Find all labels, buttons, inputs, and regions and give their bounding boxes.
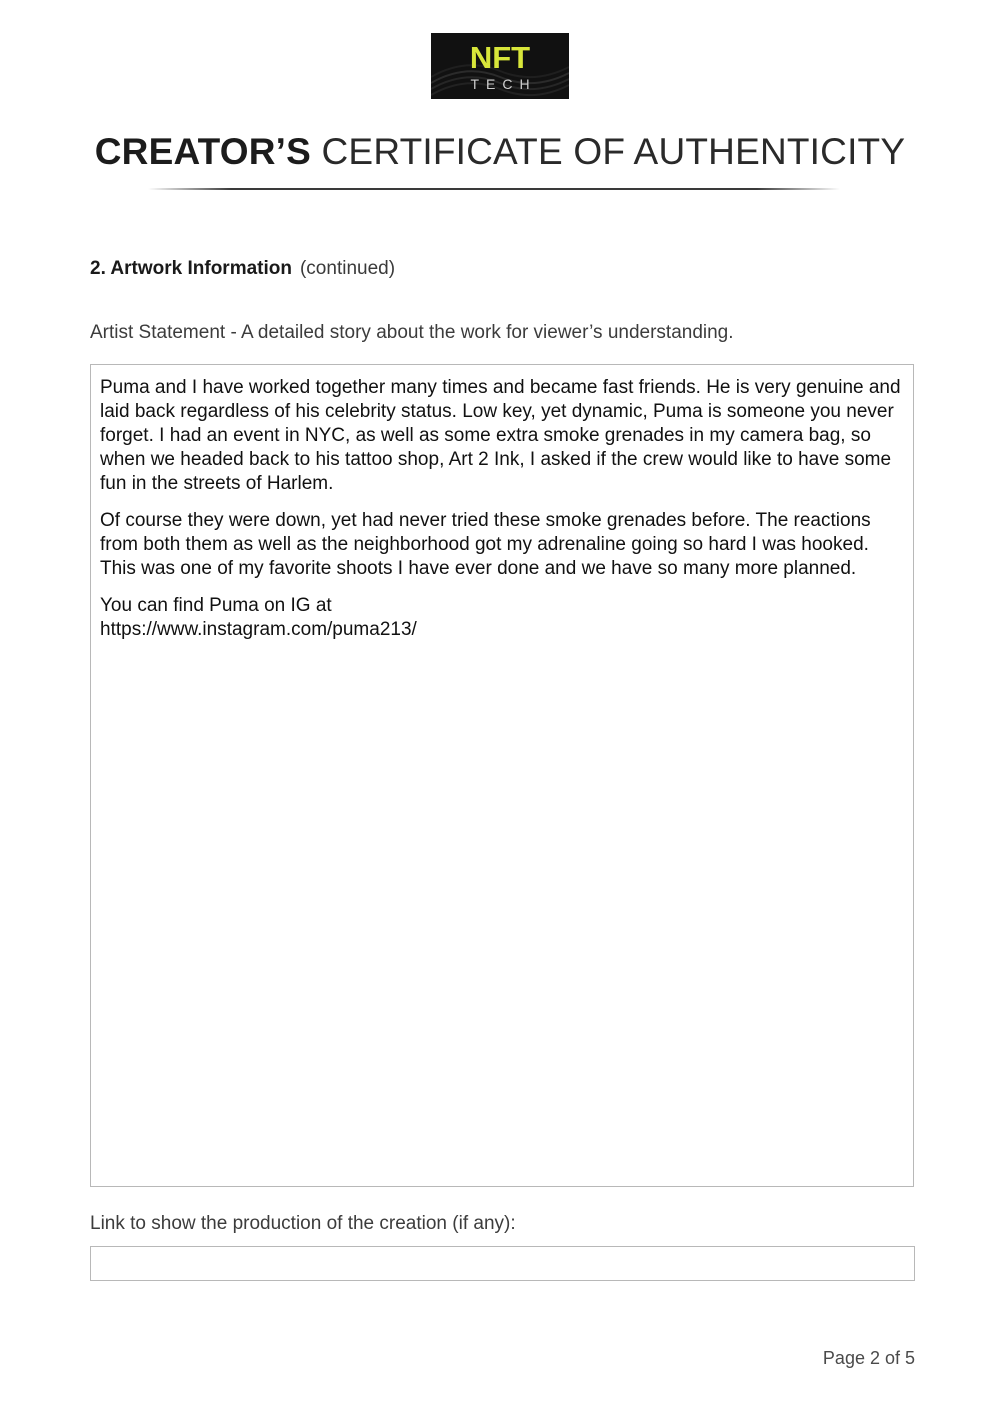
- production-link-field[interactable]: [90, 1246, 915, 1281]
- page-number: Page 2 of 5: [822, 1348, 915, 1368]
- logo-main-text: NFT: [469, 40, 531, 75]
- title-light: CERTIFICATE OF AUTHENTICITY: [321, 131, 906, 172]
- nft-tech-logo: [431, 33, 569, 99]
- statement-paragraph-1: Puma and I have worked together many times and became fast friends. He is very genuine and laid back regardless of his celebrity status. Low key, yet dynamic, Puma is someone you never forget. I had an event in NYC, as well as some extra smoke grenades in my camera bag, so when we headed back to his tattoo shop, Art 2 Ink, I asked if the crew would like to have some fun in the streets of Harlem.: [100, 377, 901, 494]
- statement-paragraph-2: Of course they were down, yet had never tried these smoke grenades before. The reactions from both them as well as the neighborhood got my adrenaline going so hard I was hooked. This was one of my favorite shoots I have ever done and we have so many more planned.: [100, 510, 871, 579]
- section-heading-suffix: (continued): [299, 258, 396, 279]
- production-link-label: Link to show the production of the creation (if any):: [90, 1213, 516, 1234]
- section-heading: [90, 256, 395, 282]
- statement-instagram-link: https://www.instagram.com/puma213/: [100, 619, 417, 640]
- artist-statement-label: Artist Statement - A detailed story about the work for viewer’s understanding.: [90, 322, 734, 343]
- statement-paragraph-3: You can find Puma on IG at: [100, 595, 332, 616]
- artist-statement-field[interactable]: [90, 364, 914, 1187]
- logo-sub-text: TECH: [470, 76, 537, 92]
- certificate-title: [0, 128, 1000, 176]
- section-heading-title: 2. Artwork Information: [90, 258, 292, 279]
- title-divider: [148, 188, 840, 190]
- title-bold: CREATOR’S: [94, 131, 312, 172]
